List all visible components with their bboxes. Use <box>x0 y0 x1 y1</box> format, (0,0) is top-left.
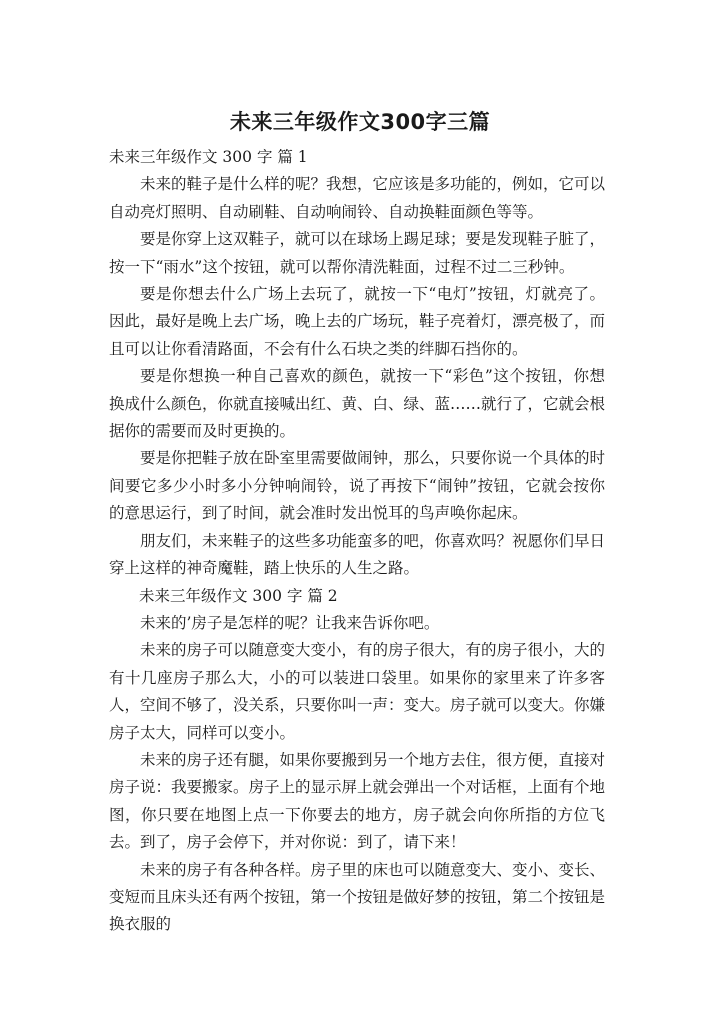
paragraph: 未来的房子还有腿，如果你要搬到另一个地方去住，很方便，直接对房子说：我要搬家。房子上的显示屏上就会弹出一个对话框，上面有个地图，你只要在地图上点一下你要去的地方，房子就会向你所指的方位飞去。到了，房子会停下，并对你说：到了，请下来！ <box>109 750 606 852</box>
document-title: 未来三年级作文300字三篇 <box>229 110 491 134</box>
section-heading-1: 未来三年级作文 300 字 篇 1 <box>109 148 308 166</box>
section-heading-2: 未来三年级作文 300 字 篇 2 <box>139 586 338 605</box>
paragraph: 未来的’房子是怎样的呢？让我来告诉你吧。 <box>140 613 440 632</box>
paragraph: 未来的房子有各种各样。房子里的床也可以随意变大、变小、变长、变短而且床头还有两个按钮，第一个按钮是做好梦的按钮，第二个按钮是换衣服的 <box>109 860 606 934</box>
document-body <box>109 144 605 939</box>
paragraph: 未来的鞋子是什么样的呢？我想，它应该是多功能的，例如，它可以自动亮灯照明、自动刷鞋、自动响闹铃、自动换鞋面颜色等等。 <box>109 175 606 221</box>
paragraph: 要是你想换一种自己喜欢的颜色，就按一下“彩色”这个按钮，你想换成什么颜色，你就直接喊出红、黄、白、绿、蓝……就行了，它就会根据你的需要而及时更换的。 <box>109 367 606 441</box>
paragraph: 要是你想去什么广场上去玩了，就按一下“电灯”按钮，灯就亮了。因此，最好是晚上去广场，晚上去的广场玩，鞋子亮着灯，漂亮极了，而且可以让你看清路面，不会有什么石块之类的绊脚石挡你的。 <box>109 285 606 358</box>
paragraph: 未来的房子可以随意变大变小，有的房子很大，有的房子很小，大的有十几座房子那么大，小的可以装进口袋里。如果你的家里来了许多客人，空间不够了，没关系，只要你叫一声：变大。房子就可以变大。你嫌房子太大，同样可以变小。 <box>109 641 606 742</box>
paragraph: 要是你把鞋子放在卧室里需要做闹钟，那么，只要你说一个具体的时间要它多少小时多小分钟响闹铃，说了再按下“闹钟”按钮，它就会按你的意思运行，到了时间，就会准时发出悦耳的鸟声唤你起床。 <box>109 449 606 523</box>
paragraph: 要是你穿上这双鞋子，就可以在球场上踢足球；要是发现鞋子脏了，按一下“雨水”这个按钮，就可以帮你清洗鞋面，过程不过二三秒钟。 <box>109 230 606 276</box>
paragraph: 朋友们，未来鞋子的这些多功能蛮多的吧，你喜欢吗？祝愿你们早日穿上这样的神奇魔鞋，踏上快乐的人生之路。 <box>109 531 606 578</box>
